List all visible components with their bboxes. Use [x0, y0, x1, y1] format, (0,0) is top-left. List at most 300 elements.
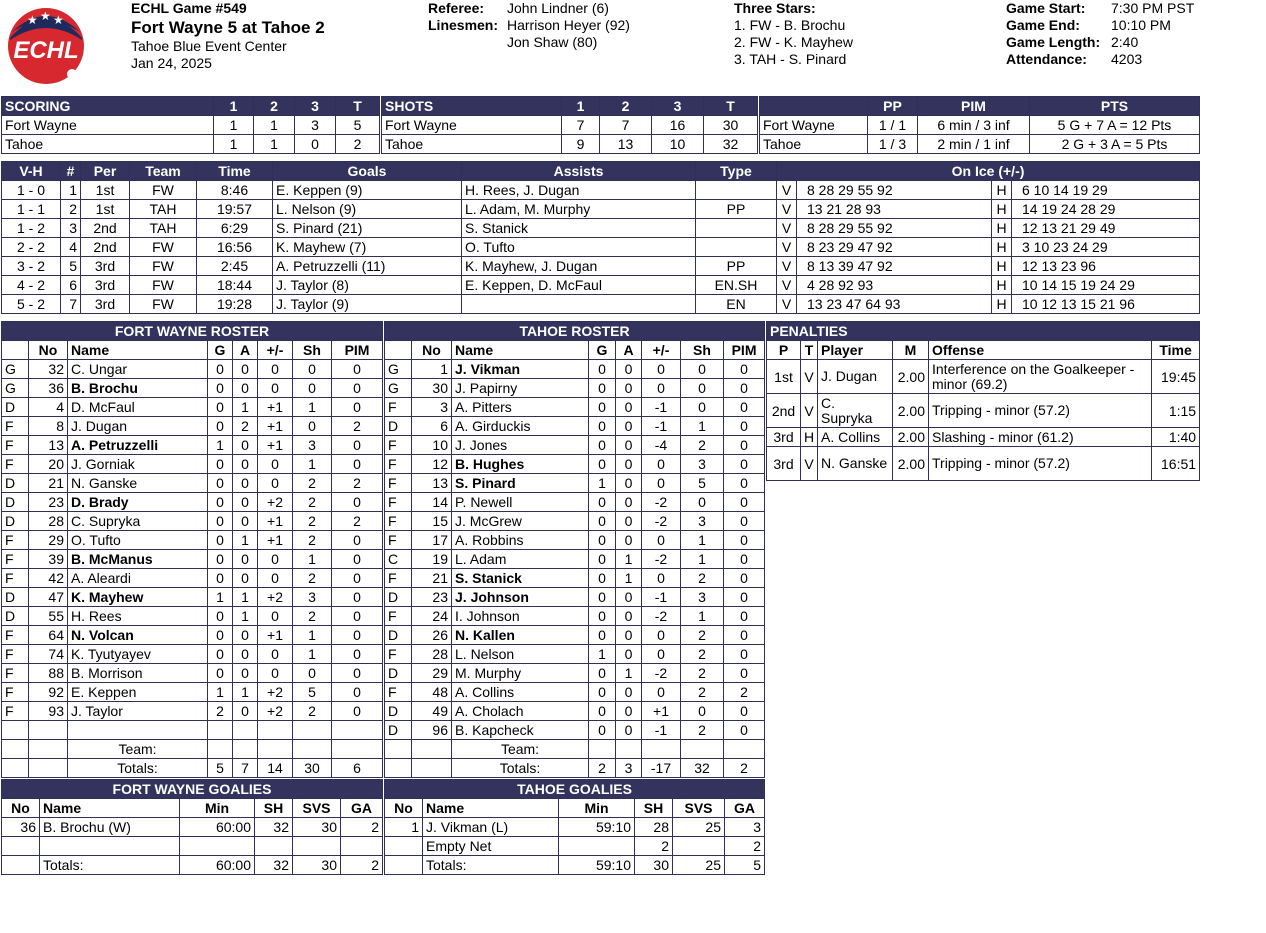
name-cell: K. Mayhew — [68, 588, 208, 607]
team-name: Fort Wayne — [382, 116, 562, 135]
pim-cell: 0 — [724, 474, 765, 493]
name-cell: L. Adam — [452, 550, 589, 569]
pim-header: PIM — [332, 341, 383, 360]
min-header: Min — [559, 799, 635, 818]
g-cell: 0 — [208, 474, 233, 493]
no-cell: 13 — [412, 474, 452, 493]
name-header: Name — [423, 799, 559, 818]
penalty-row — [767, 447, 1200, 481]
linesman-1: Harrison Heyer (92) — [507, 17, 630, 33]
type-cell: EN.SH — [696, 276, 777, 295]
no-cell: 47 — [29, 588, 68, 607]
svs-cell — [673, 837, 725, 856]
no-cell: 92 — [29, 683, 68, 702]
total-g: 2 — [589, 759, 616, 778]
no-cell: 49 — [412, 702, 452, 721]
goal-number-cell: 1 — [61, 181, 81, 200]
attendance: 4203 — [1111, 51, 1143, 67]
a-cell: 0 — [233, 493, 258, 512]
home-on-ice: 12 13 23 96 — [1012, 257, 1200, 276]
goal-number-cell: 5 — [61, 257, 81, 276]
period-3-header: 3 — [295, 97, 336, 116]
team-cell: FW — [130, 238, 197, 257]
a-cell: 0 — [233, 550, 258, 569]
sh-cell: 0 — [293, 360, 332, 379]
a-cell: 1 — [233, 588, 258, 607]
scorer-cell: A. Petruzzelli (11) — [273, 257, 462, 276]
minutes-cell: 2.00 — [893, 447, 929, 481]
goalie-row — [385, 818, 765, 837]
no-cell — [385, 837, 423, 856]
plus-minus-cell: -1 — [642, 417, 681, 436]
pos-cell: D — [385, 588, 412, 607]
no-cell: 15 — [412, 512, 452, 531]
sh-cell: 0 — [681, 702, 724, 721]
vh-cell: 2 - 2 — [2, 238, 61, 257]
visitor-on-ice: 13 21 28 93 — [797, 200, 992, 219]
no-cell: 14 — [412, 493, 452, 512]
pos-cell — [2, 721, 29, 740]
time-cell: 16:51 — [1152, 447, 1200, 481]
a-cell: 1 — [233, 683, 258, 702]
no-cell: 28 — [29, 512, 68, 531]
tah-roster-table — [384, 321, 765, 778]
home-marker: H — [992, 219, 1012, 238]
period-header: Per — [81, 162, 130, 181]
total-header: T — [704, 97, 758, 116]
offense-cell: Interference on the Goalkeeper - minor (69.2) — [929, 360, 1152, 394]
a-cell — [233, 721, 258, 740]
a-cell: 0 — [233, 379, 258, 398]
no-cell: 32 — [29, 360, 68, 379]
period-3-header: 3 — [652, 97, 704, 116]
goalie-row — [2, 837, 383, 856]
sh-cell: 2 — [681, 645, 724, 664]
g-cell: 0 — [589, 436, 616, 455]
blank-header — [760, 97, 868, 116]
plus-minus-cell: +1 — [258, 512, 293, 531]
roster-row — [385, 664, 765, 683]
roster-row — [2, 436, 383, 455]
plus-minus-cell: 0 — [642, 360, 681, 379]
fw-goalies-table — [1, 779, 383, 875]
svs-cell — [293, 837, 341, 856]
pim-cell: 0 — [332, 683, 383, 702]
goal-row — [2, 219, 1200, 238]
pos-cell: D — [385, 626, 412, 645]
g-cell: 0 — [208, 569, 233, 588]
length-label: Game Length: — [1006, 34, 1101, 50]
pos-cell: F — [385, 398, 412, 417]
assists-cell: K. Mayhew, J. Dugan — [462, 257, 696, 276]
pos-cell: F — [2, 455, 29, 474]
g-cell: 1 — [208, 436, 233, 455]
no-cell: 93 — [29, 702, 68, 721]
goal-number-cell: 7 — [61, 295, 81, 314]
plus-minus-cell: 0 — [258, 360, 293, 379]
team-cell: V — [801, 447, 818, 481]
roster-row — [385, 588, 765, 607]
g-cell: 0 — [589, 664, 616, 683]
pos-cell: F — [2, 569, 29, 588]
plus-minus-cell: 0 — [642, 626, 681, 645]
name-cell: J. McGrew — [452, 512, 589, 531]
pos-cell: D — [385, 664, 412, 683]
plus-minus-cell: 0 — [642, 569, 681, 588]
sh-cell — [293, 721, 332, 740]
sh-cell: 5 — [293, 683, 332, 702]
totals-label: Totals: — [423, 856, 559, 875]
pim-cell: 0 — [724, 531, 765, 550]
g-cell: 0 — [589, 721, 616, 740]
name-cell: J. Jones — [452, 436, 589, 455]
table-row — [760, 116, 1200, 135]
plus-minus-cell: -2 — [642, 607, 681, 626]
pos-cell: F — [385, 645, 412, 664]
total-plus-minus: -17 — [642, 759, 681, 778]
sh-cell: 1 — [681, 607, 724, 626]
vh-cell: 5 - 2 — [2, 295, 61, 314]
pos-cell: D — [2, 398, 29, 417]
g-cell: 0 — [208, 645, 233, 664]
name-cell: J. Papirny — [452, 379, 589, 398]
assists-header: Assists — [462, 162, 696, 181]
pim-cell: 0 — [332, 398, 383, 417]
shots-cell: 9 — [562, 135, 600, 154]
a-cell: 0 — [233, 645, 258, 664]
plus-minus-cell: +2 — [258, 588, 293, 607]
roster-row — [385, 607, 765, 626]
plus-minus-cell: 0 — [258, 607, 293, 626]
period-cell: 3rd — [81, 276, 130, 295]
roster-row — [2, 550, 383, 569]
pos-cell: F — [2, 664, 29, 683]
g-cell: 0 — [589, 512, 616, 531]
roster-row — [2, 493, 383, 512]
plus-minus-cell: +2 — [258, 493, 293, 512]
plus-minus-header: +/- — [642, 341, 681, 360]
vh-cell: 3 - 2 — [2, 257, 61, 276]
g-cell: 0 — [589, 702, 616, 721]
plus-minus-cell: 0 — [642, 645, 681, 664]
roster-row — [385, 379, 765, 398]
roster-row — [2, 626, 383, 645]
a-cell: 0 — [616, 512, 642, 531]
pim-cell: 0 — [332, 588, 383, 607]
home-marker: H — [992, 276, 1012, 295]
period-2-header: 2 — [254, 97, 295, 116]
name-cell: S. Stanick — [452, 569, 589, 588]
score-cell: 1 — [254, 135, 295, 154]
start-label: Game Start: — [1006, 0, 1086, 16]
pos-cell: D — [385, 721, 412, 740]
name-cell: B. Morrison — [68, 664, 208, 683]
pos-cell: G — [385, 360, 412, 379]
pim-cell: 2 — [332, 512, 383, 531]
sh-cell: 2 — [293, 474, 332, 493]
pos-cell: F — [2, 550, 29, 569]
sh-cell: 0 — [681, 398, 724, 417]
name-cell: D. Brady — [68, 493, 208, 512]
sh-cell: 0 — [293, 417, 332, 436]
pim-cell: 0 — [332, 360, 383, 379]
pos-cell: F — [385, 474, 412, 493]
period-cell: 3rd — [81, 295, 130, 314]
g-cell: 0 — [208, 626, 233, 645]
pim-cell: 0 — [724, 360, 765, 379]
referee: John Lindner (6) — [507, 0, 609, 16]
pim-cell: 0 — [724, 398, 765, 417]
no-header: No — [29, 341, 68, 360]
pos-cell: G — [2, 379, 29, 398]
pos-cell: F — [2, 436, 29, 455]
ga-cell — [341, 837, 383, 856]
offense-cell: Slashing - minor (61.2) — [929, 428, 1152, 447]
sh-cell: 1 — [681, 417, 724, 436]
roster-row — [2, 531, 383, 550]
goal-row — [2, 276, 1200, 295]
pos-cell: G — [2, 360, 29, 379]
roster-row — [385, 702, 765, 721]
a-cell: 0 — [616, 531, 642, 550]
plus-minus-cell: 0 — [258, 379, 293, 398]
no-cell: 6 — [412, 417, 452, 436]
total-ga: 5 — [725, 856, 765, 875]
goal-number-cell: 2 — [61, 200, 81, 219]
visitor-marker: V — [777, 238, 797, 257]
time-cell: 18:44 — [197, 276, 273, 295]
name-cell: A. Aleardi — [68, 569, 208, 588]
plus-minus-cell: +1 — [258, 398, 293, 417]
name-cell: M. Murphy — [452, 664, 589, 683]
sh-cell: 1 — [681, 531, 724, 550]
home-on-ice: 6 10 14 19 29 — [1012, 181, 1200, 200]
total-sh: 30 — [635, 856, 673, 875]
a-cell: 1 — [616, 664, 642, 683]
team-name: Tahoe — [760, 135, 868, 154]
referee-label: Referee: — [428, 0, 485, 16]
player-cell: A. Collins — [818, 428, 893, 447]
name-cell: D. McFaul — [68, 398, 208, 417]
no-cell: 29 — [412, 664, 452, 683]
a-cell: 0 — [616, 607, 642, 626]
sh-cell: 0 — [293, 664, 332, 683]
time-cell: 19:45 — [1152, 360, 1200, 394]
plus-minus-cell: -1 — [642, 588, 681, 607]
score-cell: 3 — [295, 116, 336, 135]
sh-cell: 0 — [681, 360, 724, 379]
name-cell: J. Gorniak — [68, 455, 208, 474]
g-cell: 0 — [589, 531, 616, 550]
roster-row — [385, 550, 765, 569]
g-cell: 0 — [208, 379, 233, 398]
name-header: Name — [40, 799, 180, 818]
goal-number-cell: 4 — [61, 238, 81, 257]
goal-row — [2, 200, 1200, 219]
name-cell: B. Kapcheck — [452, 721, 589, 740]
a-cell: 1 — [233, 398, 258, 417]
visitor-on-ice: 8 13 39 47 92 — [797, 257, 992, 276]
three-stars-label: Three Stars: — [734, 0, 816, 16]
roster-row — [385, 493, 765, 512]
a-cell: 0 — [616, 379, 642, 398]
plus-minus-cell — [258, 721, 293, 740]
roster-row — [385, 626, 765, 645]
penalty-row — [767, 360, 1200, 394]
sh-cell: 2 — [681, 569, 724, 588]
time-cell: 1:15 — [1152, 394, 1200, 428]
plus-minus-cell: +1 — [258, 417, 293, 436]
sh-cell: 2 — [293, 702, 332, 721]
plus-minus-cell: -2 — [642, 550, 681, 569]
plus-minus-cell: 0 — [258, 645, 293, 664]
pim-cell: 0 — [724, 417, 765, 436]
pim-cell: 0 — [724, 512, 765, 531]
sh-cell: 0 — [681, 379, 724, 398]
a-cell: 0 — [233, 436, 258, 455]
a-cell: 1 — [233, 607, 258, 626]
name-cell: C. Supryka — [68, 512, 208, 531]
sh-cell: 2 — [635, 837, 673, 856]
time-cell: 16:56 — [197, 238, 273, 257]
team-cell: V — [801, 360, 818, 394]
svg-text:★: ★ — [53, 13, 64, 27]
pim-cell: 0 — [332, 455, 383, 474]
team-cell: TAH — [130, 200, 197, 219]
scorer-cell: E. Keppen (9) — [273, 181, 462, 200]
name-cell: C. Ungar — [68, 360, 208, 379]
roster-row — [385, 531, 765, 550]
sh-cell: 28 — [635, 818, 673, 837]
no-cell: 19 — [412, 550, 452, 569]
pos-cell: F — [385, 436, 412, 455]
pos-cell: F — [385, 607, 412, 626]
roster-row — [2, 512, 383, 531]
table-row — [2, 116, 380, 135]
sh-cell: 5 — [681, 474, 724, 493]
scoring-header: SCORING — [2, 97, 214, 116]
g-cell: 1 — [589, 474, 616, 493]
home-on-ice: 12 13 21 29 49 — [1012, 219, 1200, 238]
goal-row — [2, 238, 1200, 257]
no-cell: 3 — [412, 398, 452, 417]
min-cell — [180, 837, 255, 856]
goals-header: Goals — [273, 162, 462, 181]
game-number: ECHL Game #549 — [131, 0, 247, 16]
period-cell: 2nd — [767, 394, 801, 428]
home-marker: H — [992, 295, 1012, 314]
roster-row — [2, 664, 383, 683]
sh-header: SH — [255, 799, 293, 818]
no-cell: 1 — [412, 360, 452, 379]
name-cell: A. Collins — [452, 683, 589, 702]
svs-header: SVS — [293, 799, 341, 818]
period-1-header: 1 — [562, 97, 600, 116]
a-cell: 1 — [233, 531, 258, 550]
team-name: Tahoe — [382, 135, 562, 154]
plus-minus-cell: +1 — [642, 702, 681, 721]
sh-header: SH — [635, 799, 673, 818]
g-cell: 0 — [208, 417, 233, 436]
g-cell: 0 — [208, 398, 233, 417]
plus-minus-cell: 0 — [642, 474, 681, 493]
plus-minus-cell: -4 — [642, 436, 681, 455]
goal-number-cell: 3 — [61, 219, 81, 238]
a-cell: 0 — [616, 683, 642, 702]
pim-cell: 0 — [724, 569, 765, 588]
plus-minus-cell: 0 — [642, 683, 681, 702]
plus-minus-cell: 0 — [258, 569, 293, 588]
pos-cell: D — [385, 702, 412, 721]
roster-row — [385, 512, 765, 531]
vh-cell: 1 - 0 — [2, 181, 61, 200]
table-row — [382, 116, 758, 135]
sh-cell: 2 — [681, 664, 724, 683]
plus-minus-cell: 0 — [258, 664, 293, 683]
totals-row — [2, 759, 383, 778]
team-header: Team — [130, 162, 197, 181]
sh-cell: 3 — [681, 512, 724, 531]
pim-cell: 0 — [724, 493, 765, 512]
minutes-cell: 2.00 — [893, 360, 929, 394]
pim-cell: 0 — [724, 702, 765, 721]
game-end: 10:10 PM — [1111, 17, 1171, 33]
fw-roster-table — [1, 321, 383, 778]
time-cell: 19:28 — [197, 295, 273, 314]
roster-row — [2, 455, 383, 474]
period-header: P — [767, 341, 801, 360]
score-cell: 1 — [214, 135, 254, 154]
sh-cell: 3 — [681, 588, 724, 607]
no-cell: 29 — [29, 531, 68, 550]
shots-cell: 16 — [652, 116, 704, 135]
pos-cell: F — [385, 512, 412, 531]
pim-cell: 0 — [332, 531, 383, 550]
pts-header: PTS — [1030, 97, 1200, 116]
a-cell: 0 — [233, 512, 258, 531]
sh-cell: 2 — [681, 721, 724, 740]
g-cell: 2 — [208, 702, 233, 721]
totals-label: Totals: — [40, 856, 180, 875]
no-cell: 36 — [2, 818, 40, 837]
g-cell: 0 — [589, 626, 616, 645]
pim-cell: 0 — [332, 379, 383, 398]
g-cell: 1 — [208, 683, 233, 702]
scorer-cell: S. Pinard (21) — [273, 219, 462, 238]
shots-cell: 30 — [704, 116, 758, 135]
pim-cell: 0 — [724, 588, 765, 607]
period-cell: 2nd — [81, 238, 130, 257]
period-cell: 3rd — [767, 447, 801, 481]
roster-row — [385, 721, 765, 740]
team-row — [2, 740, 383, 759]
team-cell: FW — [130, 295, 197, 314]
a-cell: 0 — [616, 360, 642, 379]
minutes-cell: 2.00 — [893, 394, 929, 428]
sh-cell — [255, 837, 293, 856]
pim-cell: 2 — [724, 683, 765, 702]
totals-row — [2, 856, 383, 875]
pim-cell: 0 — [724, 455, 765, 474]
roster-row — [2, 588, 383, 607]
shots-header: SHOTS — [382, 97, 562, 116]
tah-goalies-title: TAHOE GOALIES — [385, 780, 765, 799]
pos-cell: D — [385, 417, 412, 436]
period-cell: 1st — [767, 360, 801, 394]
time-cell: 1:40 — [1152, 428, 1200, 447]
score-cell: 1 — [214, 116, 254, 135]
total-min: 60:00 — [180, 856, 255, 875]
